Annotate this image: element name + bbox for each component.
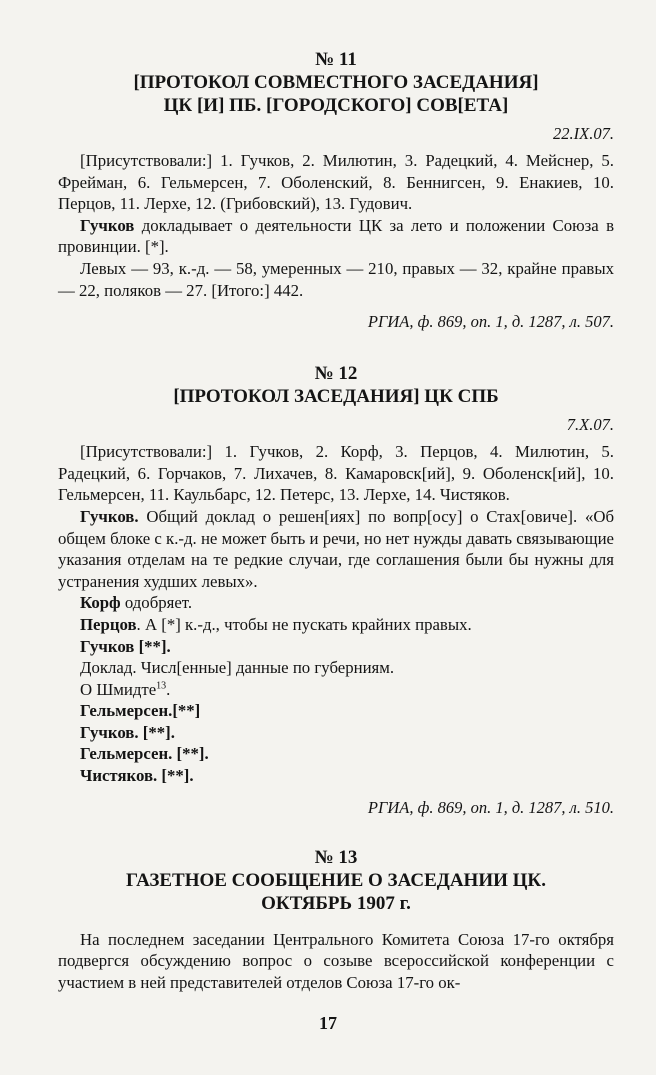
doc-12-line-5: Доклад. Числ[енные] данные по губерниям. — [80, 658, 395, 678]
doc-12-line-9: Гельмерсен. [**]. — [80, 744, 209, 764]
doc-12-speaker-1: Гучков. — [80, 506, 139, 526]
document-13 — [58, 846, 614, 994]
footnote-ref: 13 — [156, 680, 167, 692]
doc-12-text-1: Общий доклад о решен[иях] по вопр[осу] о Стах[овиче]. «Об общем блоке с к.-д. не может быть и речи, но нет нужды давать связывающие указания отделам на те редкие случаи, где соглашения были бы нужны для устранения худших левых». — [58, 506, 614, 591]
doc-13-number: № 13 — [314, 846, 358, 868]
doc-13-title-line-1: ГАЗЕТНОЕ СООБЩЕНИЕ О ЗАСЕДАНИИ ЦК. — [126, 869, 546, 891]
doc-12-text-2: одобряет. — [120, 593, 193, 613]
doc-12-title: [ПРОТОКОЛ ЗАСЕДАНИЯ] ЦК СПБ — [173, 386, 499, 408]
doc-12-report — [58, 506, 614, 592]
doc-11-title-line-2: ЦК [И] ПБ. [ГОРОДСКОГО] СОВ[ЕТА] — [163, 95, 509, 116]
doc-12-line-korf — [58, 592, 614, 614]
doc-12-line-8: Гучков. [**]. — [80, 722, 175, 742]
doc-12-line-10: Чистяков. [**]. — [80, 766, 194, 786]
page-body — [58, 44, 614, 993]
doc-11-source: РГИА, ф. 869, оп. 1, д. 1287, л. 507. — [367, 312, 614, 332]
doc-12-speaker-2: Корф — [80, 593, 121, 613]
doc-13-text: На последнем заседании Центрального Комитета Союза 17-го октября подвергся обсуждению вопрос о созыве всероссийской конференции с участием в ней представителей отделов Союза 17-го ок- — [58, 929, 614, 992]
doc-11-report — [58, 215, 614, 258]
doc-12-line-6-end: . — [166, 679, 171, 699]
doc-12-text-3: . А [*] к.-д., чтобы не пускать крайних правых. — [136, 614, 472, 634]
doc-12-attendees: [Присутствовали:] 1. Гучков, 2. Корф, 3. Перцов, 4. Милютин, 5. Радецкий, 6. Горчаков, 7. Лихачев, 8. Камаровск[ий], 9. Оболенск[ий], 10. Гельмерсен, 11. Каульбарс, 12. Петерс, 13. Лерхе, 14. Чистяков. — [58, 442, 614, 505]
doc-11-numbers: Левых — 93, к.-д. — 58, умеренных — 210, правых — 32, крайне правых — 22, поляков — 27. [Итого:] 442. — [58, 258, 614, 300]
doc-11-title-line-1: [ПРОТОКОЛ СОВМЕСТНОГО ЗАСЕДАНИЯ] — [133, 72, 539, 93]
document-12 — [58, 362, 614, 818]
doc-12-date: 7.X.07. — [566, 415, 614, 435]
doc-12-number: № 12 — [314, 363, 358, 385]
doc-12-line-6 — [58, 679, 614, 701]
doc-12-line-4: Гучков [**]. — [80, 636, 171, 656]
document-11 — [58, 48, 614, 332]
doc-12-source: РГИА, ф. 869, оп. 1, д. 1287, л. 510. — [367, 797, 614, 817]
doc-12-line-pertsov — [58, 614, 614, 636]
doc-12-line-6-text: О Шмидте — [80, 679, 157, 699]
doc-12-speaker-3: Перцов — [80, 614, 137, 634]
page-number: 17 — [319, 1013, 337, 1033]
doc-13-title-line-2: ОКТЯБРЬ 1907 г. — [261, 892, 411, 914]
doc-11-speaker: Гучков — [80, 215, 135, 235]
doc-11-report-text: докладывает о деятельности ЦК за лето и положении Союза в провинции. [*]. — [58, 215, 614, 257]
doc-12-line-7: Гельмерсен.[**] — [80, 701, 201, 721]
doc-11-number: № 11 — [315, 49, 357, 70]
doc-11-date: 22.IX.07. — [553, 124, 614, 143]
doc-11-attendees: [Присутствовали:] 1. Гучков, 2. Милютин, 3. Радецкий, 4. Мейснер, 5. Фрейман, 6. Гельмерсен, 7. Оболенский, 8. Беннигсен, 9. Енакиев, 10. Перцов, 11. Лерхе, 12. (Грибовский), 13. Гудович. — [58, 151, 614, 214]
